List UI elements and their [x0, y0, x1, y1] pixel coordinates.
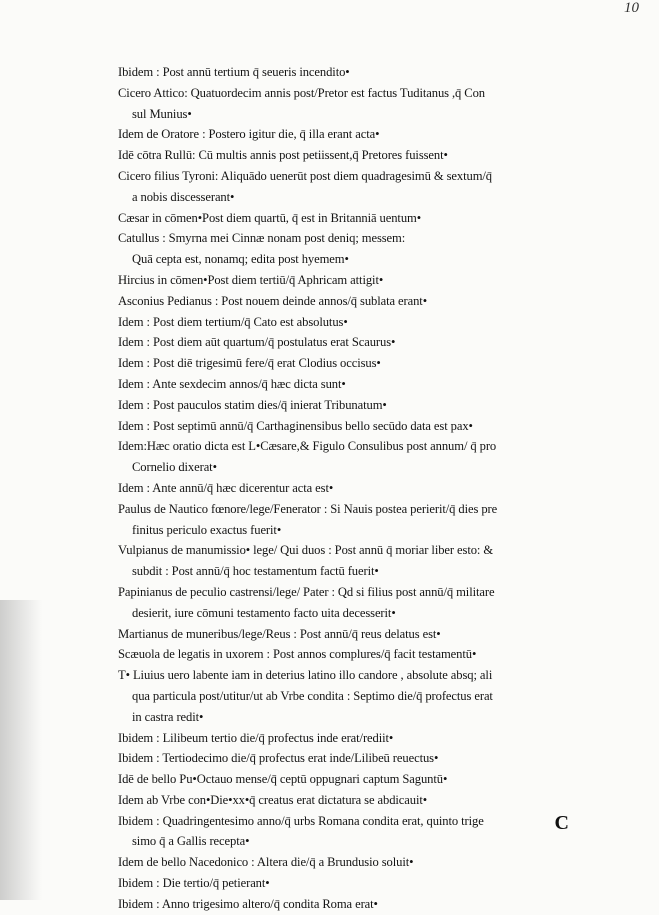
text-line: in castra redit• — [132, 709, 204, 724]
text-line: Idem : Post diem aūt quartum/q̄ postulatus erat Scaurus• — [118, 335, 396, 350]
text-line: Catullus : Smyrna mei Cinnæ nonam post deniq; messem: — [118, 231, 406, 246]
text-line: simo q̄ a Gallis recepta• — [132, 834, 250, 849]
text-line: Ibidem : Tertiodecimo die/q̄ profectus erat inde/Lilibeū reuectus• — [118, 751, 439, 766]
text-line: Idem de bello Nacedonico : Altera die/q̄ a Brundusio soluit• — [118, 855, 414, 870]
binding-shadow — [0, 600, 42, 900]
text-line: a nobis discesserant• — [132, 189, 235, 204]
text-line: Asconius Pedianus : Post nouem deinde annos/q̄ sublata erant• — [118, 293, 428, 308]
text-line: Cicero Attico: Quatuordecim annis post/Pretor est factus Tuditanus ,q̄ Con — [118, 85, 485, 100]
text-line: Idem:Hæc oratio dicta est L•Cæsare,& Figulo Consulibus post annum/ q̄ pro — [118, 439, 497, 454]
text-line: qua particula post/utitur/ut ab Vrbe condita : Septimo die/q̄ profectus erat — [132, 688, 493, 703]
text-line: Idem ab Vrbe con•Die•xx•q̄ creatus erat dictatura se abdicauit• — [118, 792, 428, 807]
text-line: sul Munius• — [132, 106, 192, 121]
text-line: subdit : Post annū/q̄ hoc testamentum factū fuerit• — [132, 564, 379, 579]
folio-number: 10 — [624, 0, 639, 16]
text-line: Scæuola de legatis in uxorem : Post annos complures/q̄ facit testamentū• — [118, 647, 477, 662]
text-line: finitus periculo exactus fuerit• — [132, 522, 282, 537]
text-line: Idē cōtra Rullū: Cū multis annis post petiissent,q̄ Pretores fuissent• — [118, 148, 448, 163]
text-line: Ibidem : Anno trigesimo altero/q̄ condita Roma erat• — [118, 896, 378, 911]
text-line: Martianus de muneribus/lege/Reus : Post annū/q̄ reus delatus est• — [118, 626, 441, 641]
text-line: Idem : Ante annū/q̄ hæc dicerentur acta est• — [118, 480, 334, 495]
text-block — [118, 62, 618, 915]
text-line: Idem : Post diē trigesimū fere/q̄ erat Clodius occisus• — [118, 356, 381, 371]
text-line: desierit, iure cōmuni testamento facto uita decesserit• — [132, 605, 396, 620]
text-line: Ibidem : Die tertio/q̄ petierant• — [118, 876, 270, 891]
text-line: Idem : Post pauculos statim dies/q̄ inierat Tribunatum• — [118, 397, 387, 412]
text-line: Paulus de Nautico fœnore/lege/Fenerator : Si Nauis postea perierit/q̄ dies pre — [118, 501, 498, 516]
text-line: Idē de bello Pu•Octauo mense/q̄ ceptū oppugnari captum Saguntū• — [118, 772, 448, 787]
text-line: Cæsar in cōmen•Post diem quartū, q̄ est in Britanniā uentum• — [118, 210, 422, 225]
text-line: Hircius in cōmen•Post diem tertiū/q̄ Aphricam attigit• — [118, 272, 384, 287]
text-line: Idem : Post septimū annū/q̄ Carthaginensibus bello secūdo data est pax• — [118, 418, 473, 433]
text-line: Idem de Oratore : Postero igitur die, q̄ illa erant acta• — [118, 127, 380, 142]
text-line: Quā cepta est, nonamq; edita post hyemem• — [132, 252, 349, 267]
text-line: Cicero filius Tyroni: Aliquādo uenerūt post diem quadragesimū & sextum/q̄ — [118, 168, 492, 183]
text-line: Papinianus de peculio castrensi/lege/ Pater : Qd si filius post annū/q̄ militare — [118, 584, 495, 599]
text-line: Idem : Post diem tertium/q̄ Cato est absolutus• — [118, 314, 348, 329]
text-line: Ibidem : Post annū tertium q̄ seueris incendito• — [118, 65, 350, 79]
text-line: Ibidem : Lilibeum tertio die/q̄ profectus inde erat/rediit• — [118, 730, 394, 745]
signature-mark: C — [554, 812, 569, 834]
text-line: Ibidem : Quadringentesimo anno/q̄ urbs Romana condita erat, quinto trige — [118, 813, 484, 828]
text-line: T• Liuius uero labente iam in deterius latino illo candore , absolute absq; ali — [118, 668, 493, 683]
text-line: Idem : Ante sexdecim annos/q̄ hæc dicta sunt• — [118, 376, 346, 391]
text-line: Cornelio dixerat• — [132, 460, 217, 475]
text-line: Vulpianus de manumissio• lege/ Qui duos : Post annū q̄ moriar liber esto: & — [118, 543, 494, 558]
